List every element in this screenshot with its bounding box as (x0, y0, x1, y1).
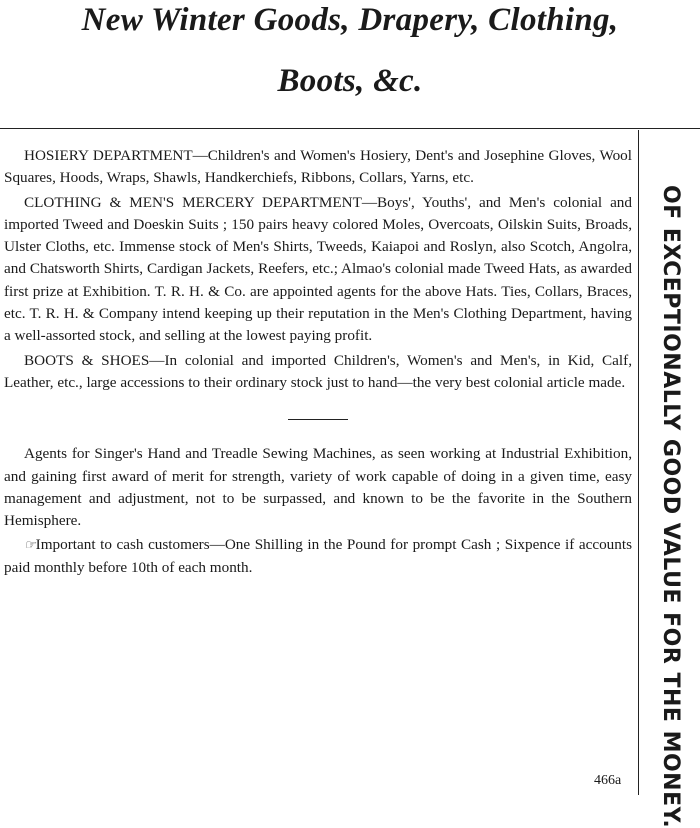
hosiery-paragraph: HOSIERY DEPARTMENT—Children's and Women's Hosiery, Dent's and Josephine Gloves, Wool Squares, Hoods, Wraps, Shawls, Handkerchiefs, Ribbons, Collars, Yarns, etc. (4, 147, 632, 187)
side-banner: OF EXCEPTIONALLY GOOD VALUE FOR THE MONEY. (658, 185, 683, 828)
cash-notice-paragraph (4, 534, 632, 579)
section-divider (288, 419, 348, 420)
headline-line-2: Boots, &c. (277, 63, 423, 99)
cash-notice-text: Important to cash customers—One Shilling in the Pound for prompt Cash ; Sixpence if accounts paid monthly before 10th of each month. (4, 536, 632, 576)
column-rule (638, 130, 639, 795)
clothing-paragraph: CLOTHING & MEN'S MERCERY DEPARTMENT—Boys', Youths', and Men's colonial and imported Tweed and Doeskin Suits ; 150 pairs heavy colored Moles, Overcoats, Oilskin Suits, Broads, Ulster Cloths, etc. Immense stock of Men's Shirts, Tweeds, Kaiapoi and Roslyn, also Scotch, Angolra, and Chatsworth Shirts, Cardigan Jackets, Reefers, etc.; Almao's colonial made Tweed Hats, as awarded first prize at Exhibition. T. R. H. & Co. are appointed agents for the above Hats. Ties, Collars, Braces, etc. T. R. H. & Company intend keeping up their reputation in the Men's Clothing Department, having a well-assorted stock, and selling at the lowest paying profit. (4, 193, 632, 345)
pointing-hand-icon: ☞ (24, 537, 36, 553)
sewing-machines-paragraph: Agents for Singer's Hand and Treadle Sewing Machines, as seen working at Industrial Exhibition, and gaining first award of merit for strength, variety of work capable of doing in a given time, easy management and adjustment, not to be surpassed, and known to be the favorite in the Southern Hemisphere. (4, 445, 632, 530)
advert-body (4, 145, 632, 579)
ad-reference-number: 466a (594, 773, 622, 788)
top-rule (0, 128, 700, 129)
boots-paragraph: BOOTS & SHOES—In colonial and imported Children's, Women's and Men's, in Kid, Calf, Leather, etc., large accessions to their ordinary stock just to hand—the very best colonial article made. (4, 351, 632, 391)
headline-line-1: New Winter Goods, Drapery, Clothing, (81, 2, 619, 38)
